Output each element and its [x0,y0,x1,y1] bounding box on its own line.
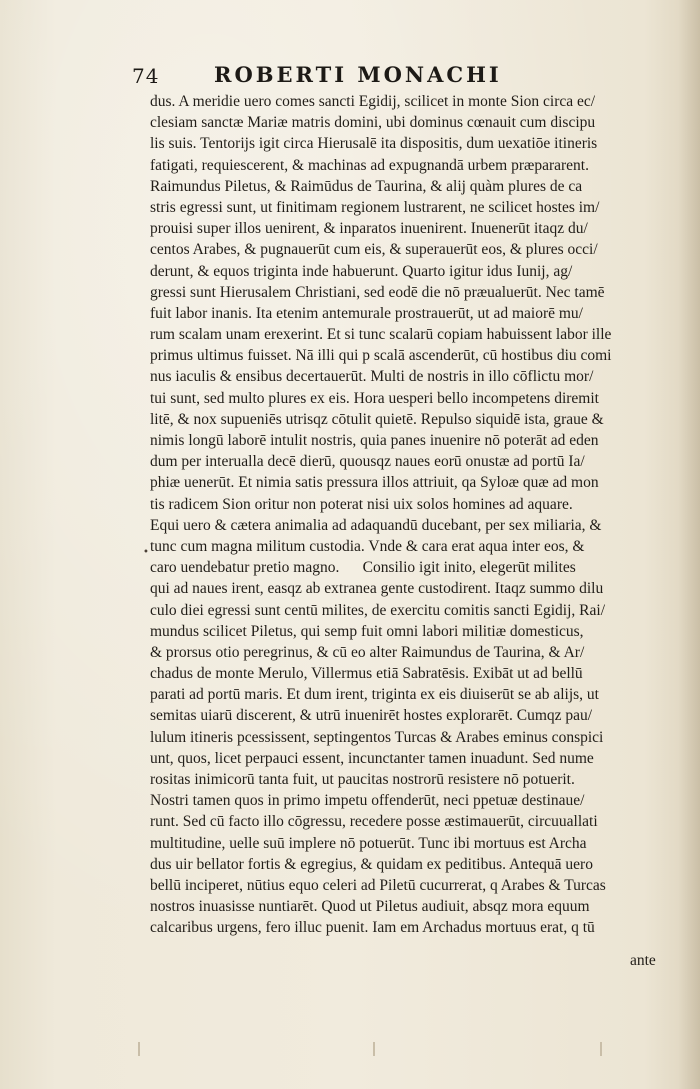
text-line: Nostri tamen quos in primo impetu offenderūt, neci ppetuæ destinaue/ [150,792,585,810]
text-line: phiæ uenerūt. Et nimia satis pressura illos attriuit, qa Syloæ quæ ad mon [150,474,599,492]
text-line: Equi uero & cætera animalia ad adaquandū ducebant, per sex miliaria, & [150,516,602,534]
text-line: calcaribus urgens, fero illuc puenit. Iam em Archadus mortuus erat, q tū [150,919,595,937]
text-line: Raimundus Piletus, & Raimūdus de Taurina, & alij quàm plures de ca [150,177,583,195]
binding-mark [373,1042,375,1056]
text-line: centos Arabes, & pugnauerūt cum eis, & superauerūt eos, & plures occi/ [150,241,598,259]
text-line: prouisi super illos uenirent, & inparatos inuenirent. Inuenerūt itaqz du/ [150,220,588,238]
text-line: clesiam sanctæ Mariæ matris domini, ubi dominus cœnauit cum discipu [150,114,596,132]
page-number: 74 [132,64,160,88]
text-line: dus uir bellator fortis & egregius, & quidam ex peditibus. Antequā uero [150,855,593,873]
text-line: fuit labor inanis. Ita etenim antemurale prostrauerūt, ut ad maiorē mu/ [150,304,583,322]
text-line: litē, & nox supueniēs utrisqz cōtulit quietē. Repulso siquidē ista, graue & [150,410,604,428]
text-line: rum scalam unam erexerint. Et si tunc scalarū copiam habuissent labor ille [150,326,612,344]
text-block [150,91,650,939]
text-line: tis radicem Sion oritur non poterat nisi uix solos homines ad aquare. [150,495,573,513]
text-line: lis suis. Tentorijs igit circa Hierusalē ita dispositis, dum uexatiōe itineris [150,135,598,153]
marginal-mark: • [143,547,149,558]
text-line: semitas uiarū discerent, & utrū inuenirēt hostes explorarēt. Cumqz pau/ [150,707,593,725]
text-line: primus ultimus fuisset. Nā illi qui p scalā ascenderūt, cū hostibus diu comi [150,347,612,365]
running-head: ROBERTI MONACHI [214,62,502,87]
text-line: parati ad portū maris. Et dum irent, triginta ex eis diuiserūt se ab alijs, ut [150,686,599,704]
text-line: derunt, & equos triginta inde habuerunt. Quarto igitur idus Iunij, ag/ [150,262,573,280]
text-line: rositas inimicorū tanta fuit, ut paucitas nostrorū resistere nō potuerit. [150,771,575,788]
binding-mark [138,1042,140,1056]
text-line: lulum itineris pcessissent, septingentos Turcas & Arabes eminus conspici [150,728,604,746]
text-line: nimis longū laborē intulit nostris, quia panes inuenire nō poterāt ad eden [150,432,599,449]
text-line: dum per interualla decē dierū, quousqz naues eorū onustæ ad portū Ia/ [150,453,585,471]
text-line: & prorsus otio peregrinus, & cū eo alter Raimundus de Taurina, & Ar/ [150,643,585,661]
text-line: dus. A meridie uero comes sancti Egidij, scilicet in monte Sion circa ec/ [150,93,596,110]
text-line: bellū inciperet, nūtius equo celeri ad Piletū cucurrerat, q Arabes & Turcas [150,876,606,894]
text-line: qui ad naues irent, easqz ab extranea gente custodirent. Itaqz summo dilu [150,580,604,598]
text-line: unt, quos, licet perpauci essent, incunctanter tamen inuadunt. Sed nume [150,749,594,767]
text-line: gressi sunt Hierusalem Christiani, sed eodē die nō præualuerūt. Nec tamē [150,283,605,301]
text-line: chadus de monte Merulo, Villermus etiā Sabratēsis. Exibāt ut ad bellū [150,665,583,683]
text-line: tui sunt, sed multo plures ex eis. Hora uesperi bello incompetens diremit [150,389,599,407]
text-line: fatigati, requiescerent, & machinas ad expugnandā urbem præpararent. [150,156,589,174]
binding-marks [0,1042,700,1062]
text-line: mundus scilicet Piletus, qui semp fuit omni labori militiæ domesticus, [150,622,584,640]
page-edge-shadow [678,0,700,1089]
text-line: nostros inuasisse nuntiarēt. Quod ut Piletus audiuit, absqz mora equum [150,898,590,916]
text-line: stris egressi sunt, ut finitimam regionem lustrarent, ne scilicet hostes im/ [150,198,600,216]
text-line: runt. Sed cū facto illo cōgressu, recedere posse æstimauerūt, circuuallati [150,813,598,831]
binding-mark [600,1042,602,1056]
text-line: multitudine, uelle suū implere nō potuerūt. Tunc ibi mortuus est Archa [150,834,587,852]
catchword: ante [630,952,656,969]
text-line: caro uendebatur pretio magno. Consilio igit inito, elegerūt milites [150,559,576,577]
text-line: tunc cum magna militum custodia. Vnde & cara erat aqua inter eos, & [150,537,585,555]
text-line: nus iaculis & ensibus decertauerūt. Multi de nostris in illo cōflictu mor/ [150,368,594,386]
text-line: culo diei egressi sunt centū milites, de exercitu comitis sancti Egidij, Rai/ [150,601,605,619]
